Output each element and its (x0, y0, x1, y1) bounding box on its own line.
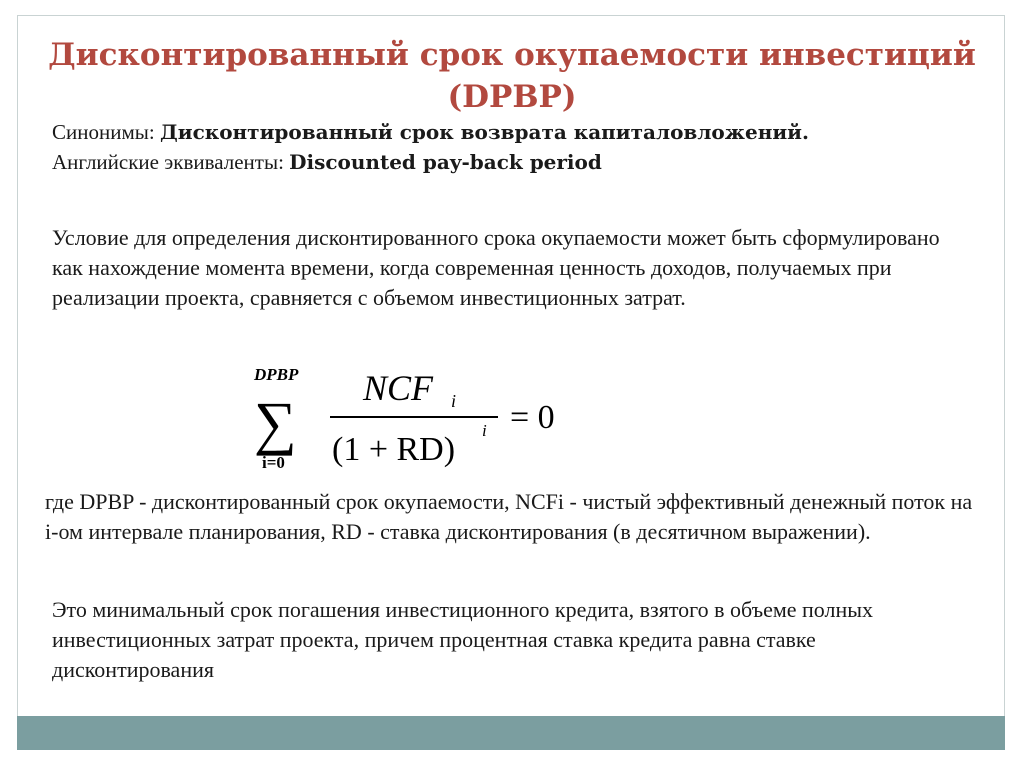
numerator-subscript: i (451, 391, 457, 411)
sum-lower-limit: i=0 (262, 453, 285, 472)
dpbp-formula (248, 360, 578, 475)
sum-symbol: ∑ (254, 390, 297, 456)
synonyms-label: Синонимы: (52, 120, 160, 144)
formula-equals-zero: = 0 (510, 399, 555, 436)
english-value: Discounted pay-back period (289, 150, 602, 174)
sum-upper-limit: DPBP (254, 365, 299, 384)
condition-paragraph: Условие для определения дисконтированного срока окупаемости может быть сформулировано как нахождение момента времени, когда современная ценность доходов, получаемых при реализации проекта, сравняется с объемом инвестиционных затрат. (52, 225, 940, 310)
minimum-term-paragraph: Это минимальный срок погашения инвестиционного кредита, взятого в объеме полных инвестиционных затрат проекта, причем процентная ставка кредита равна ставке дисконтирования (52, 597, 874, 682)
synonyms-line (52, 120, 809, 145)
formula-denominator: (1 + RD) (332, 431, 456, 468)
slide-title: Дисконтированный срок окупаемости инвестиций (DPBP) (48, 37, 976, 115)
where-paragraph: где DPBP - дисконтированный срок окупаемости, NCFi - чистый эффективный денежный поток на i-ом интервале планирования, RD - ставка дисконтирования (в десятичном выражении). (45, 489, 973, 544)
english-label: Английские эквиваленты: (52, 150, 290, 174)
formula-numerator: NCF (363, 368, 434, 408)
english-line (52, 150, 602, 175)
denominator-exponent: i (482, 421, 487, 440)
footer-bar (17, 716, 1005, 750)
formula-graphic (248, 360, 578, 475)
synonyms-value: Дисконтированный срок возврата капиталовложений. (159, 120, 809, 144)
